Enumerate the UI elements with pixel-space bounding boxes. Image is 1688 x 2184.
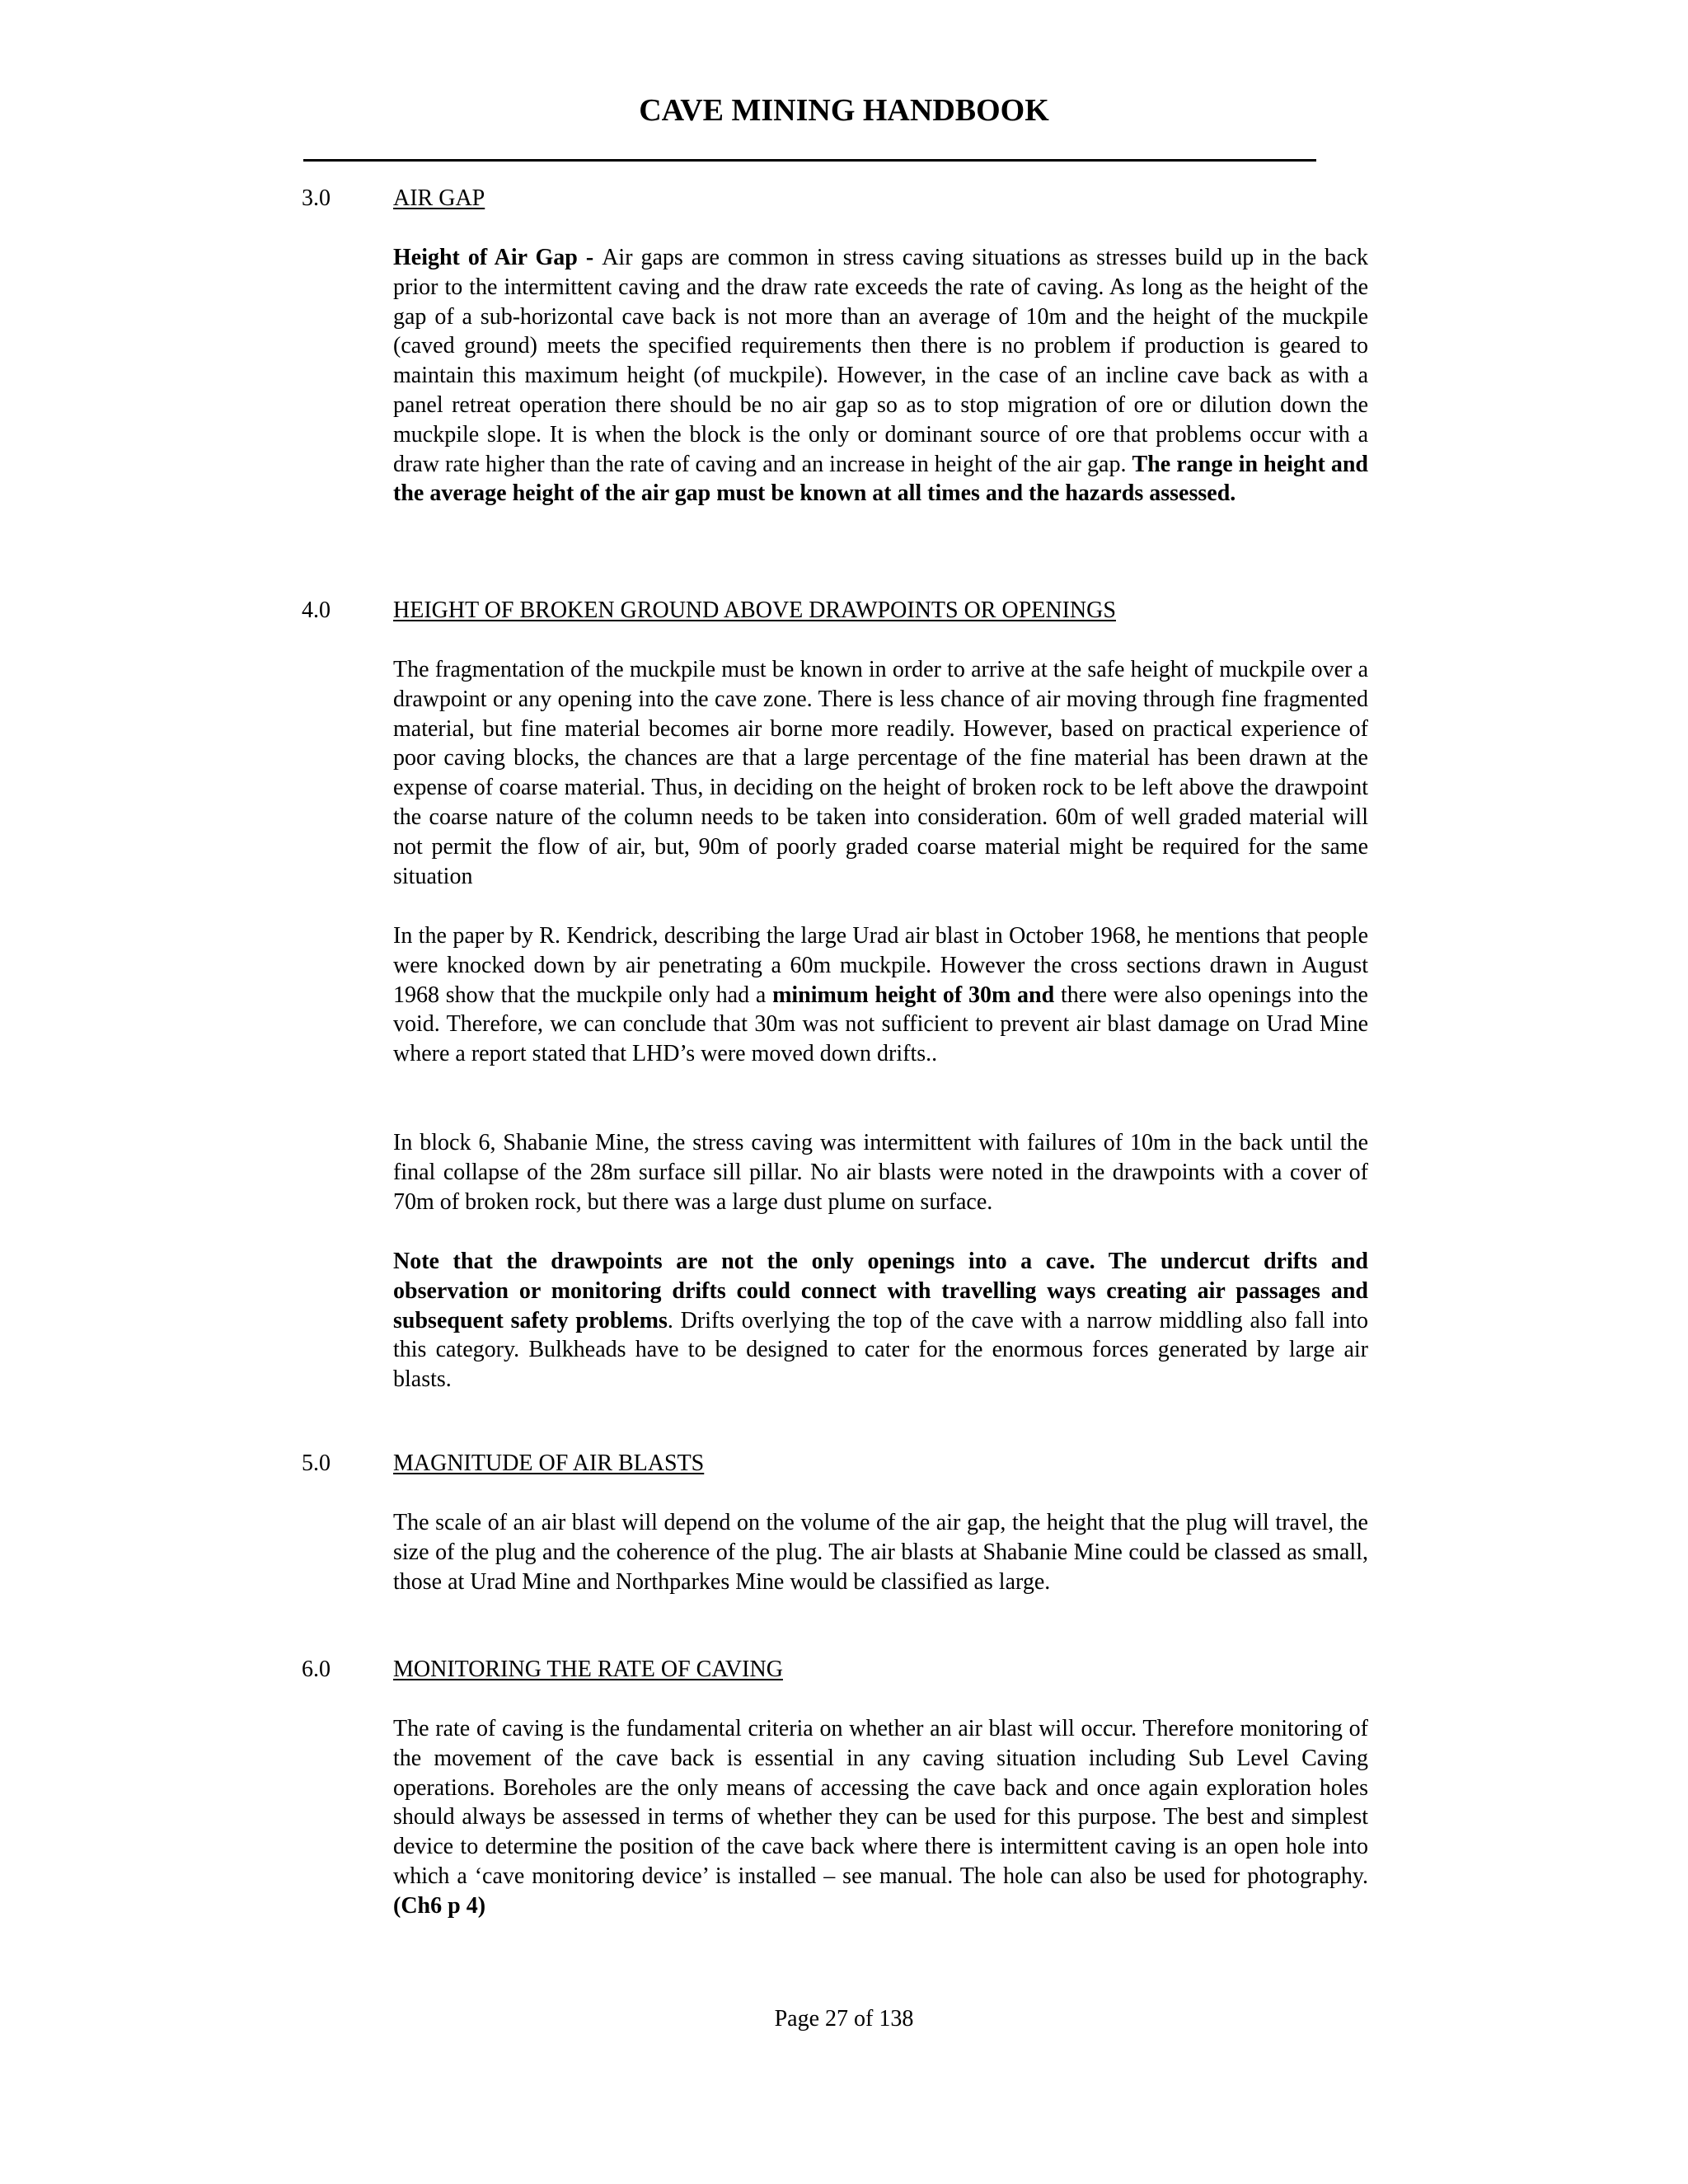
paragraph-lead-term: Height of Air Gap - [393,245,603,270]
page-number-footer: Page 27 of 138 [774,2006,914,2032]
section-title: MAGNITUDE OF AIR BLASTS [393,1451,705,1476]
paragraph-text: The rate of caving is the fundamental criteria on whether an air blast will occur. Therefore monitoring of the movement of the cave back is essential in any caving situation including Sub Level Caving operations. Boreholes are the only means of accessing the cave back and once again exploration holes should always be assessed in terms of whether they can be used for this purpose. The best and simplest device to determine the position of the cave back where there is intermittent caving is an open hole into which a ‘cave monitoring device’ is installed – see manual. The hole can also be used for photography. [393,1716,1368,1889]
section-title: MONITORING THE RATE OF CAVING [393,1657,783,1682]
paragraph-caving-rate [393,1714,1368,1921]
paragraph-bold-note: Note that the drawpoints are not the only openings into a cave. The undercut drifts and observation or monitoring drifts could connect with travelling ways creating air passages and subsequent safety problems [393,1249,1368,1333]
section-number: 3.0 [302,185,331,211]
section-number: 5.0 [302,1451,331,1476]
header-divider [303,159,1316,162]
section-title: HEIGHT OF BROKEN GROUND ABOVE DRAWPOINTS OR OPENINGS [393,598,1116,623]
section-number: 6.0 [302,1657,331,1682]
paragraph-text: In the paper by R. Kendrick, describing the large Urad air blast in October 1968, he mentions that people were knocked down by air penetrating a 60m muckpile. However the cross sections drawn in August 1968 show that the muckpile only had a [393,923,1368,1008]
paragraph-openings-note [393,1247,1368,1394]
paragraph-text: In block 6, Shabanie Mine, the stress caving was intermittent with failures of 10m in the back until the final collapse of the 28m surface sill pillar. No air blasts were noted in the drawpoints with a cover of 70m of broken rock, but there was a large dust plume on surface. [393,1130,1368,1215]
paragraph-text-continued: there were also openings into the void. Therefore, we can conclude that 30m was not sufficient to prevent air blast damage on Urad Mine where a report stated that LHD’s were moved down drifts.. [393,982,1368,1067]
paragraph-text: The scale of an air blast will depend on the volume of the air gap, the height that the plug will travel, the size of the plug and the coherence of the plug. The air blasts at Shabanie Mine could be classed as small, those at Urad Mine and Northparkes Mine would be classified as large. [393,1510,1368,1595]
paragraph-fragmentation [393,655,1368,891]
paragraph-urad-air-blast [393,921,1368,1069]
paragraph-bold-phrase: minimum height of 30m and [772,982,1055,1008]
section-title: AIR GAP [393,185,485,211]
paragraph-air-blast-scale [393,1508,1368,1596]
paragraph-bold-reference: (Ch6 p 4) [393,1892,486,1919]
paragraph-bold-conclusion: The range in height and the average height of the air gap must be known at all times and the hazards assessed. [393,451,1368,507]
paragraph-air-gap-height [393,243,1368,509]
document-header-title: CAVE MINING HANDBOOK [639,93,1049,128]
paragraph-text: . Drifts overlying the top of the cave with a narrow middling also fall into this category. Bulkheads have to be designed to cater for the enormous forces generated by large air blasts. [393,1307,1368,1393]
paragraph-shabanie-block-6 [393,1128,1368,1216]
paragraph-text: Air gaps are common in stress caving situations as stresses build up in the back prior to the intermittent caving and the draw rate exceeds the rate of caving. As long as the height of the gap of a sub-horizontal cave back is not more than an average of 10m and the height of the muckpile (caved ground) meets the specified requirements then there is no problem if production is geared to maintain this maximum height (of muckpile). However, in the case of an incline cave back as with a panel retreat operation there should be no air gap so as to stop migration of ore or dilution down the muckpile slope. It is when the block is the only or dominant source of ore that problems occur with a draw rate higher than the rate of caving and an increase in height of the air gap. [393,245,1369,477]
section-number: 4.0 [302,598,331,623]
paragraph-text: The fragmentation of the muckpile must be known in order to arrive at the safe height of muckpile over a drawpoint or any opening into the cave zone. There is less chance of air moving through fine fragmented material, but fine material becomes air borne more readily. However, based on practical experience of poor caving blocks, the chances are that a large percentage of the fine material has been drawn at the expense of coarse material. Thus, in deciding on the height of broken rock to be left above the drawpoint the coarse nature of the column needs to be taken into consideration. 60m of well graded material will not permit the flow of air, but, 90m of poorly graded coarse material might be required for the same situation [393,657,1368,889]
